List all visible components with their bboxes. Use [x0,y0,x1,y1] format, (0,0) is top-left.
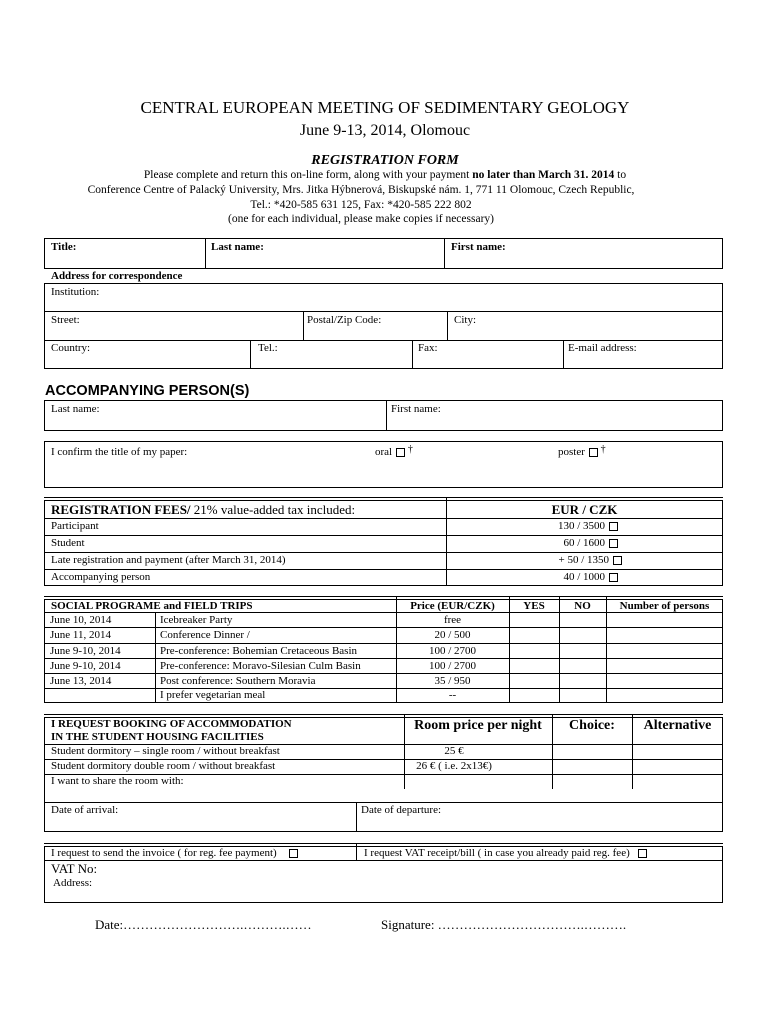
accompanying-last-name-field[interactable] [110,403,382,427]
fee-option-late[interactable] [446,554,718,567]
social-heading: SOCIAL PROGRAME and FIELD TRIPS [51,600,253,612]
social-date: June 11, 2014 [50,629,112,641]
invoice-address-field[interactable] [105,877,718,901]
social-number-column[interactable] [607,613,722,702]
address-heading: Address for correspondence [51,270,183,282]
postal-code-label: Postal/Zip Code: [307,314,382,326]
social-date: June 9-10, 2014 [50,660,121,672]
copies-note: (one for each individual, please make copies if necessary) [228,213,494,225]
room-price-heading: Room price per night [414,718,542,733]
social-price: -- [448,689,457,701]
city-label: City: [454,314,477,326]
social-event: Icebreaker Party [160,614,233,626]
fee-value: 60 / 1600 [563,537,605,549]
first-name-field[interactable] [451,252,719,266]
poster-mark: † [600,444,606,455]
poster-label: poster [558,446,585,458]
country-label: Country: [51,342,91,354]
poster-checkbox[interactable] [589,448,598,457]
fees-heading-bold: REGISTRATION FEES/ [51,502,191,517]
social-event: I prefer vegetarian meal [160,689,266,701]
social-event: Post conference: Southern Moravia [160,675,316,687]
social-price: 35 / 950 [434,675,471,687]
organizer-contact: Tel.: *420-585 631 125, Fax: *420-585 222 802 [250,199,472,211]
social-price: 20 / 500 [434,629,471,641]
invoice-request-option[interactable] [51,847,298,860]
departure-date-field[interactable] [465,804,717,828]
street-label: Street: [51,314,80,326]
instructions-line [0,168,770,182]
paper-title-field[interactable] [51,462,711,484]
social-date: June 9-10, 2014 [50,645,121,657]
city-field[interactable] [482,314,718,336]
institution-field[interactable] [110,286,715,308]
fee-row-label: Participant [51,520,99,532]
last-name-label: Last name: [211,241,264,253]
instructions-to: to [614,169,627,181]
fee-option-accompanying[interactable] [446,571,718,584]
date-signature-line[interactable]: Date:……………………….……….…… [95,917,312,932]
room-option-price: 26 € ( i.e. 2x13€) [416,760,492,772]
tel-label: Tel.: [258,342,278,354]
departure-date-label: Date of departure: [361,804,442,816]
fee-value: 40 / 1000 [563,571,605,583]
signature-line[interactable]: Signature: …………………………….………. [381,917,627,932]
arrival-date-field[interactable] [140,804,350,828]
fax-field[interactable] [440,342,560,366]
room-choice-field[interactable] [553,745,631,773]
conference-dates: June 9-13, 2014, Olomouc [299,122,471,139]
number-of-persons-heading: Number of persons [619,600,710,612]
fee-option-student[interactable] [446,537,718,550]
social-price: 100 / 2700 [428,645,477,657]
last-name-field[interactable] [211,252,441,266]
accompanying-heading: ACCOMPANYING PERSON(S) [45,383,250,399]
fees-heading-rest: 21% value-added tax included: [190,502,356,517]
form-title: REGISTRATION FORM [311,153,459,168]
oral-option[interactable] [375,446,413,459]
arrival-date-label: Date of arrival: [51,804,119,816]
fee-value: + 50 / 1350 [558,554,609,566]
fee-option-participant[interactable] [446,520,718,533]
no-heading: NO [574,600,591,612]
oral-mark: † [407,444,413,455]
fee-checkbox[interactable] [613,556,622,565]
invoice-request-label: I request to send the invoice ( for reg. fee payment) [51,847,277,859]
invoice-address-label: Address: [53,877,93,889]
social-event: Pre-conference: Moravo-Silesian Culm Basin [160,660,361,672]
poster-option[interactable] [558,446,606,459]
fees-heading [51,502,355,518]
fee-checkbox[interactable] [609,539,618,548]
share-room-label: I want to share the room with: [51,775,184,787]
choice-heading: Choice: [569,718,615,733]
vat-receipt-option[interactable] [364,847,647,860]
currency-heading: EUR / CZK [551,502,618,517]
tel-field[interactable] [285,342,408,366]
social-yes-column[interactable] [510,613,558,702]
accommodation-heading-line2: IN THE STUDENT HOUSING FACILITIES [51,731,264,743]
social-price: free [443,614,462,626]
title-label: Title: [51,241,77,253]
social-date: June 10, 2014 [50,614,112,626]
vat-number-label: VAT No: [51,861,98,876]
room-option-label: Student dormitory – single room / without breakfast [51,745,280,757]
first-name-label: First name: [451,241,506,253]
fee-row-label: Accompanying person [51,571,151,583]
social-event: Conference Dinner / [160,629,250,641]
fee-checkbox[interactable] [609,573,618,582]
conference-title: CENTRAL EUROPEAN MEETING OF SEDIMENTARY GEOLOGY [140,98,630,117]
fee-row-label: Student [51,537,85,549]
title-field[interactable] [51,252,201,266]
price-heading: Price (EUR/CZK) [410,600,495,612]
social-event: Pre-conference: Bohemian Cretaceous Basin [160,645,358,657]
deadline-text: no later than March 31. 2014 [472,169,615,181]
room-alternative-field[interactable] [633,745,722,773]
institution-label: Institution: [51,286,100,298]
fee-checkbox[interactable] [609,522,618,531]
yes-heading: YES [523,600,545,612]
fax-label: Fax: [418,342,438,354]
vat-number-field[interactable] [110,862,718,875]
accommodation-heading-line1: I REQUEST BOOKING OF ACCOMMODATION [51,718,292,730]
country-field[interactable] [100,342,245,366]
instructions-text: Please complete and return this on-line form, along with your payment [143,169,473,181]
street-field[interactable] [90,314,298,336]
accompanying-last-name-label: Last name: [51,403,100,415]
email-field[interactable] [568,355,718,367]
accompanying-first-name-label: First name: [391,403,441,415]
organizer-address: Conference Centre of Palacký University, Mrs. Jitka Hýbnerová, Biskupské nám. 1, 771 11 Olomouc, Czech Republic, [87,184,635,196]
fee-value: 130 / 3500 [557,520,605,532]
email-label: E-mail address: [568,342,637,354]
room-option-price: 25 € [444,745,464,757]
accompanying-first-name-field[interactable] [450,403,718,427]
alternative-heading: Alternative [643,718,712,733]
oral-checkbox[interactable] [396,448,405,457]
invoice-request-checkbox[interactable] [289,849,298,858]
paper-title-label: I confirm the title of my paper: [51,446,188,458]
oral-label: oral [375,446,393,458]
room-option-label: Student dormitory double room / without breakfast [51,760,276,772]
fee-row-label: Late registration and payment (after March 31, 2014) [51,554,286,566]
postal-code-field[interactable] [395,314,443,336]
social-date: June 13, 2014 [50,675,112,687]
vat-receipt-checkbox[interactable] [638,849,647,858]
share-room-field[interactable] [215,775,720,801]
vat-receipt-label: I request VAT receipt/bill ( in case you already paid reg. fee) [364,847,630,859]
social-price: 100 / 2700 [428,660,477,672]
social-no-column[interactable] [560,613,605,702]
